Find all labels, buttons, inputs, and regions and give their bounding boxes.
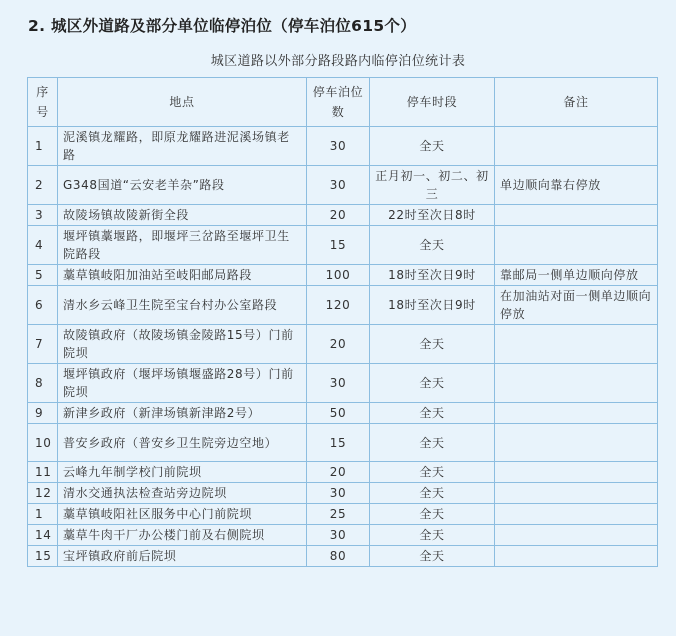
table-row (28, 205, 658, 226)
table-header-row (28, 78, 658, 127)
row-count: 20 (307, 205, 370, 226)
row-place: 宝坪镇政府前后院坝 (58, 546, 307, 567)
row-seq: 11 (28, 462, 58, 483)
row-place: 清水乡云峰卫生院至宝台村办公室路段 (58, 286, 307, 325)
row-seq: 9 (28, 403, 58, 424)
table-row (28, 462, 658, 483)
row-place: G348国道“云安老羊杂”路段 (58, 166, 307, 205)
row-place: 云峰九年制学校门前院坝 (58, 462, 307, 483)
row-place: 堰坪镇政府（堰坪场镇堰盛路28号）门前院坝 (58, 364, 307, 403)
row-count: 50 (307, 403, 370, 424)
row-place: 新津乡政府（新津场镇新津路2号） (58, 403, 307, 424)
header-count: 停车泊位数 (307, 78, 370, 127)
row-seq: 4 (28, 226, 58, 265)
row-time: 全天 (370, 525, 495, 546)
row-seq: 14 (28, 525, 58, 546)
parking-table (27, 77, 658, 567)
table-row (28, 504, 658, 525)
row-place: 普安乡政府（普安乡卫生院旁边空地） (58, 424, 307, 462)
row-remark (495, 525, 658, 546)
header-remark: 备注 (495, 78, 658, 127)
row-remark (495, 424, 658, 462)
row-remark: 单边顺向靠右停放 (495, 166, 658, 205)
row-count: 15 (307, 424, 370, 462)
table-row (28, 127, 658, 166)
row-time: 全天 (370, 424, 495, 462)
row-time: 全天 (370, 364, 495, 403)
header-seq: 序号 (28, 78, 58, 127)
header-time: 停车时段 (370, 78, 495, 127)
row-remark (495, 364, 658, 403)
row-seq: 5 (28, 265, 58, 286)
row-count: 80 (307, 546, 370, 567)
table-row (28, 403, 658, 424)
row-remark (495, 403, 658, 424)
row-place: 藁草镇岐阳加油站至岐阳邮局路段 (58, 265, 307, 286)
row-place: 故陵镇政府（故陵场镇金陵路15号）门前院坝 (58, 325, 307, 364)
row-count: 30 (307, 525, 370, 546)
row-time: 全天 (370, 403, 495, 424)
table-row (28, 226, 658, 265)
row-time: 全天 (370, 226, 495, 265)
table-row (28, 424, 658, 462)
section-heading: 2. 城区外道路及部分单位临停泊位（停车泊位615个） (28, 17, 417, 35)
row-remark (495, 462, 658, 483)
row-time: 全天 (370, 504, 495, 525)
row-place: 堰坪镇藁堰路，即堰坪三岔路至堰坪卫生院路段 (58, 226, 307, 265)
row-remark (495, 127, 658, 166)
row-count: 15 (307, 226, 370, 265)
row-seq: 8 (28, 364, 58, 403)
row-count: 30 (307, 364, 370, 403)
row-place: 故陵场镇故陵新街全段 (58, 205, 307, 226)
table-title: 城区道路以外部分路段路内临停泊位统计表 (210, 54, 466, 69)
table-row (28, 265, 658, 286)
table-row (28, 546, 658, 567)
row-place: 泥溪镇龙耀路，即原龙耀路进泥溪场镇老路 (58, 127, 307, 166)
row-seq: 2 (28, 166, 58, 205)
row-remark (495, 205, 658, 226)
row-count: 20 (307, 462, 370, 483)
row-remark: 在加油站对面一侧单边顺向停放 (495, 286, 658, 325)
table-row (28, 166, 658, 205)
row-count: 30 (307, 483, 370, 504)
table-row (28, 325, 658, 364)
row-time: 全天 (370, 462, 495, 483)
row-time: 全天 (370, 483, 495, 504)
row-time: 全天 (370, 546, 495, 567)
row-seq: 1 (28, 504, 58, 525)
row-time: 18时至次日9时 (370, 265, 495, 286)
row-seq: 12 (28, 483, 58, 504)
header-place: 地点 (58, 78, 307, 127)
row-count: 30 (307, 166, 370, 205)
row-count: 20 (307, 325, 370, 364)
row-time: 22时至次日8时 (370, 205, 495, 226)
table-row (28, 364, 658, 403)
row-seq: 10 (28, 424, 58, 462)
table-row (28, 525, 658, 546)
row-time: 全天 (370, 127, 495, 166)
row-place: 藁草镇岐阳社区服务中心门前院坝 (58, 504, 307, 525)
row-remark (495, 226, 658, 265)
row-remark (495, 325, 658, 364)
row-remark (495, 504, 658, 525)
row-time: 正月初一、初二、初三 (370, 166, 495, 205)
row-remark: 靠邮局一侧单边顺向停放 (495, 265, 658, 286)
row-seq: 3 (28, 205, 58, 226)
row-count: 30 (307, 127, 370, 166)
row-time: 全天 (370, 325, 495, 364)
row-count: 100 (307, 265, 370, 286)
row-seq: 1 (28, 127, 58, 166)
row-remark (495, 546, 658, 567)
row-time: 18时至次日9时 (370, 286, 495, 325)
row-count: 120 (307, 286, 370, 325)
row-seq: 15 (28, 546, 58, 567)
table-body (28, 127, 658, 567)
row-seq: 7 (28, 325, 58, 364)
table-row (28, 286, 658, 325)
table-row (28, 483, 658, 504)
row-seq: 6 (28, 286, 58, 325)
row-count: 25 (307, 504, 370, 525)
row-place: 藁草牛肉干厂办公楼门前及右侧院坝 (58, 525, 307, 546)
row-remark (495, 483, 658, 504)
row-place: 清水交通执法检查站旁边院坝 (58, 483, 307, 504)
